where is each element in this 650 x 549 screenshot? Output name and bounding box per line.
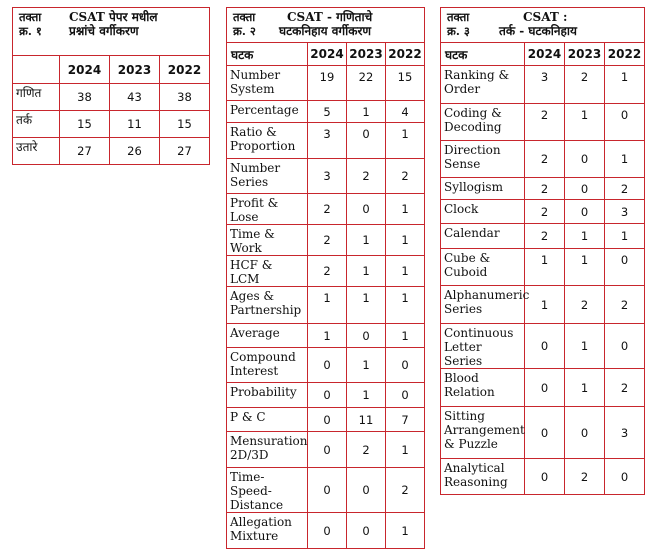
cell-value: 3	[525, 66, 565, 104]
cell-value: 5	[308, 101, 347, 123]
cell-value: 1	[347, 225, 386, 256]
table-row	[227, 383, 425, 408]
cell-value: 3	[308, 123, 347, 159]
cell-value: 0	[565, 407, 605, 459]
table-row	[227, 256, 425, 287]
table-subtitle: प्रश्नांचे वर्गीकरण	[69, 24, 139, 38]
row-label: Syllogism	[441, 178, 525, 200]
cell-value: 0	[525, 369, 565, 407]
cell-value: 2	[308, 225, 347, 256]
cell-value: 0	[308, 383, 347, 408]
cell-value: 0	[308, 432, 347, 468]
cell-value: 2	[565, 66, 605, 104]
table-row	[227, 101, 425, 123]
cell-value: 0	[525, 459, 565, 495]
cell-value: 15	[60, 111, 110, 138]
row-label: Compound Interest	[227, 348, 308, 383]
cell-value: 2	[565, 286, 605, 324]
cell-value: 0	[308, 408, 347, 432]
row-label: गणित	[13, 84, 60, 111]
table-label: तक्ता	[447, 10, 470, 24]
table-title: CSAT पेपर मधील	[69, 10, 158, 24]
column-header: 2023	[347, 43, 386, 66]
table-row	[227, 287, 425, 324]
cell-value: 22	[347, 66, 386, 101]
cell-value: 3	[605, 200, 645, 224]
column-header: 2023	[110, 56, 160, 84]
cell-value: 19	[308, 66, 347, 101]
cell-value: 38	[60, 84, 110, 111]
row-label: Percentage	[227, 101, 308, 123]
table-1-title-cell	[13, 8, 210, 56]
table-row	[13, 84, 210, 111]
row-label: Ranking & Order	[441, 66, 525, 104]
column-header: 2024	[525, 43, 565, 66]
table-row	[441, 369, 645, 407]
table-subtitle: घटकनिहाय वर्गीकरण	[279, 24, 372, 38]
row-label: Time-Speed-Distance	[227, 468, 308, 513]
column-header: 2022	[160, 56, 210, 84]
cell-value: 0	[386, 348, 425, 383]
table-title: CSAT :	[523, 10, 568, 24]
cell-value: 3	[605, 407, 645, 459]
cell-value: 0	[347, 513, 386, 549]
cell-value: 38	[160, 84, 210, 111]
table-row	[441, 141, 645, 178]
table-label: तक्ता	[19, 10, 42, 24]
cell-value: 0	[308, 468, 347, 513]
cell-value: 11	[110, 111, 160, 138]
cell-value: 2	[308, 256, 347, 287]
cell-value: 2	[386, 159, 425, 194]
cell-value: 1	[386, 432, 425, 468]
row-label: Coding & Decoding	[441, 104, 525, 141]
table-row	[441, 104, 645, 141]
cell-value: 1	[565, 224, 605, 249]
cell-value: 0	[308, 348, 347, 383]
cell-value: 15	[386, 66, 425, 101]
row-label: Number System	[227, 66, 308, 101]
cell-value: 26	[110, 138, 160, 165]
row-label: Profit & Lose	[227, 194, 308, 225]
cell-value: 1	[605, 66, 645, 104]
cell-value: 27	[60, 138, 110, 165]
cell-value: 1	[605, 224, 645, 249]
row-label: तर्क	[13, 111, 60, 138]
row-label: Blood Relation	[441, 369, 525, 407]
cell-value: 7	[386, 408, 425, 432]
table-row	[227, 66, 425, 101]
cell-value: 0	[386, 383, 425, 408]
cell-value: 1	[308, 287, 347, 324]
column-header: 2023	[565, 43, 605, 66]
cell-value: 0	[525, 324, 565, 369]
table-row	[227, 432, 425, 468]
cell-value: 27	[160, 138, 210, 165]
cell-value: 0	[347, 324, 386, 348]
cell-value: 0	[525, 407, 565, 459]
table-row	[227, 324, 425, 348]
table-number: क्र. ३	[447, 24, 470, 38]
cell-value: 2	[525, 178, 565, 200]
cell-value: 0	[347, 123, 386, 159]
cell-value: 1	[308, 324, 347, 348]
cell-value: 2	[525, 200, 565, 224]
row-label: Continuous Letter Series	[441, 324, 525, 369]
cell-value: 0	[308, 513, 347, 549]
cell-value: 1	[386, 287, 425, 324]
cell-value: 1	[565, 369, 605, 407]
cell-value: 1	[605, 141, 645, 178]
table-row	[441, 249, 645, 286]
table-row	[227, 408, 425, 432]
table-3	[440, 7, 645, 495]
table-2-title-cell	[227, 8, 425, 43]
table-row	[441, 200, 645, 224]
row-label: Cube & Cuboid	[441, 249, 525, 286]
row-label: Probability	[227, 383, 308, 408]
table-number: क्र. २	[233, 24, 256, 38]
cell-value: 0	[565, 141, 605, 178]
cell-value: 2	[605, 369, 645, 407]
table-number: क्र. १	[19, 24, 42, 38]
table-title: CSAT - गणिताचे	[287, 10, 373, 24]
row-label: Analytical Reasoning	[441, 459, 525, 495]
cell-value: 1	[386, 324, 425, 348]
cell-value: 1	[525, 249, 565, 286]
row-label: Number Series	[227, 159, 308, 194]
cell-value: 4	[386, 101, 425, 123]
cell-value: 1	[386, 513, 425, 549]
cell-value: 1	[347, 256, 386, 287]
table-row	[441, 324, 645, 369]
cell-value: 2	[605, 286, 645, 324]
row-label: Ages & Partnership	[227, 287, 308, 324]
cell-value: 1	[386, 194, 425, 225]
row-label: HCF & LCM	[227, 256, 308, 287]
cell-value: 2	[525, 104, 565, 141]
table-row	[227, 468, 425, 513]
cell-value: 0	[605, 104, 645, 141]
row-label: Calendar	[441, 224, 525, 249]
column-header	[13, 56, 60, 84]
cell-value: 1	[386, 123, 425, 159]
column-header: घटक	[227, 43, 308, 66]
cell-value: 0	[347, 468, 386, 513]
table-row	[13, 111, 210, 138]
cell-value: 1	[347, 101, 386, 123]
row-label: Alphanumeric Series	[441, 286, 525, 324]
row-label: Direction Sense	[441, 141, 525, 178]
table-row	[227, 513, 425, 549]
cell-value: 1	[565, 324, 605, 369]
table-subtitle: तर्क - घटकनिहाय	[499, 24, 577, 38]
table-row	[441, 178, 645, 200]
table-row	[441, 224, 645, 249]
cell-value: 0	[605, 459, 645, 495]
cell-value: 2	[347, 159, 386, 194]
column-header: 2022	[605, 43, 645, 66]
cell-value: 3	[308, 159, 347, 194]
table-label: तक्ता	[233, 10, 256, 24]
cell-value: 1	[347, 348, 386, 383]
cell-value: 0	[565, 200, 605, 224]
row-label: Allegation Mixture	[227, 513, 308, 549]
column-header: 2022	[386, 43, 425, 66]
row-label: Ratio & Proportion	[227, 123, 308, 159]
table-row	[441, 66, 645, 104]
row-label: उतारे	[13, 138, 60, 165]
column-header: 2024	[60, 56, 110, 84]
cell-value: 2	[525, 141, 565, 178]
table-row	[13, 138, 210, 165]
table-row	[441, 459, 645, 495]
cell-value: 43	[110, 84, 160, 111]
cell-value: 0	[605, 324, 645, 369]
cell-value: 1	[565, 104, 605, 141]
cell-value: 2	[565, 459, 605, 495]
table-3-title-cell	[441, 8, 645, 43]
table-row	[227, 225, 425, 256]
cell-value: 1	[347, 287, 386, 324]
table-row	[441, 286, 645, 324]
row-label: Clock	[441, 200, 525, 224]
row-label: Average	[227, 324, 308, 348]
row-label: Sitting Arrangement & Puzzle	[441, 407, 525, 459]
cell-value: 1	[386, 256, 425, 287]
cell-value: 2	[386, 468, 425, 513]
cell-value: 2	[347, 432, 386, 468]
cell-value: 1	[347, 383, 386, 408]
cell-value: 1	[565, 249, 605, 286]
row-label: Mensuration 2D/3D	[227, 432, 308, 468]
table-row	[227, 159, 425, 194]
table-2	[226, 7, 425, 549]
table-row	[227, 123, 425, 159]
cell-value: 2	[525, 224, 565, 249]
cell-value: 0	[565, 178, 605, 200]
cell-value: 0	[347, 194, 386, 225]
table-row	[441, 407, 645, 459]
table-row	[227, 194, 425, 225]
table-1	[12, 7, 210, 165]
cell-value: 15	[160, 111, 210, 138]
column-header: घटक	[441, 43, 525, 66]
cell-value: 1	[525, 286, 565, 324]
cell-value: 2	[308, 194, 347, 225]
cell-value: 11	[347, 408, 386, 432]
row-label: Time & Work	[227, 225, 308, 256]
row-label: P & C	[227, 408, 308, 432]
cell-value: 2	[605, 178, 645, 200]
cell-value: 1	[386, 225, 425, 256]
table-row	[227, 348, 425, 383]
column-header: 2024	[308, 43, 347, 66]
cell-value: 0	[605, 249, 645, 286]
